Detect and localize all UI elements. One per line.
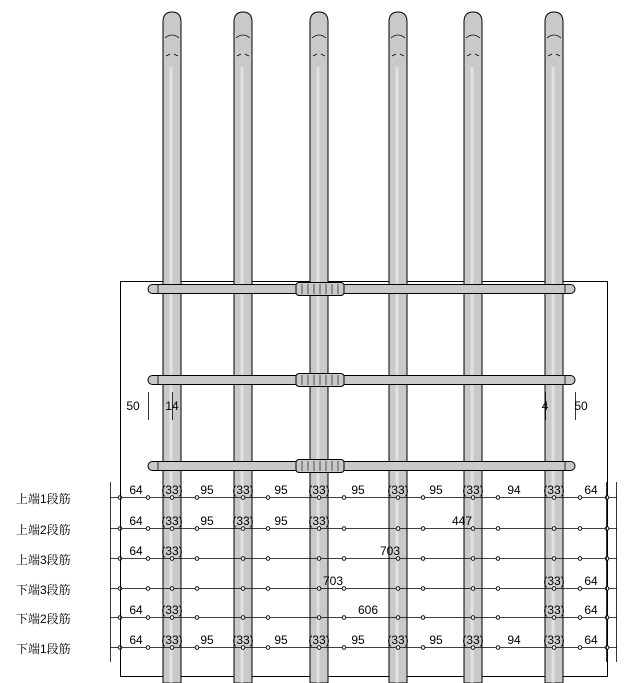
dim-r1-c10: (33) — [462, 483, 484, 497]
dim-r5-c5: 64 — [584, 603, 598, 617]
dim-r6-c11: 94 — [507, 633, 521, 647]
dimension-tick-4-6 — [266, 587, 270, 591]
dimension-tick-2-15 — [605, 527, 609, 531]
upper-bar-2-body — [148, 376, 575, 385]
dim-r6-c8: (33) — [387, 633, 409, 647]
dim-r5-c2: (33) — [161, 603, 183, 617]
dimension-tick-5-9 — [396, 616, 400, 620]
dim-r6-c1: 64 — [129, 633, 143, 647]
dim-r2-c1: 64 — [129, 514, 143, 528]
row-label-upper-2: 上端2段筋 — [16, 523, 71, 537]
dimension-tick-5-11 — [471, 616, 475, 620]
dim-r6-c10: (33) — [462, 633, 484, 647]
dim-r1-c3: 95 — [200, 483, 214, 497]
dim-r1-c4: (33) — [232, 483, 254, 497]
row-label-lower-2: 下端2段筋 — [16, 612, 71, 626]
dim-r2-c3: 95 — [200, 514, 214, 528]
upper-bar-2 — [148, 376, 575, 385]
dimension-tick-3-7 — [317, 557, 321, 561]
dimension-tick-4-2 — [146, 587, 150, 591]
dim-r6-c3: 95 — [200, 633, 214, 647]
dim-r3-c1: 64 — [129, 544, 143, 558]
dimension-tick-3-15 — [605, 557, 609, 561]
dim-r4-c1: 703 — [322, 574, 344, 588]
dim-r4-c3: 64 — [584, 574, 598, 588]
dim-r3-c2: (33) — [161, 544, 183, 558]
coupler-row3 — [296, 460, 344, 473]
row-label-lower-3: 下端3段筋 — [16, 583, 71, 597]
dimension-tick-2-13 — [552, 527, 556, 531]
dimension-tick-3-12 — [496, 557, 500, 561]
dim-r3-c3: 703 — [379, 544, 401, 558]
dim-r6-c6: (33) — [308, 633, 330, 647]
dimension-tick-4-10 — [421, 587, 425, 591]
dim-r6-c5: 95 — [274, 633, 288, 647]
dim-r1-c6: (33) — [308, 483, 330, 497]
dim-r6-c9: 95 — [429, 633, 443, 647]
dimension-tick-4-3 — [170, 587, 174, 591]
dim-r5-c4: (33) — [543, 603, 565, 617]
dimension-tick-2-9 — [396, 527, 400, 531]
dim-r5-c1: 64 — [129, 603, 143, 617]
dimension-tick-4-5 — [241, 587, 245, 591]
dimension-tick-4-11 — [471, 587, 475, 591]
dim-r6-c13: 64 — [584, 633, 598, 647]
row-label-upper-3: 上端3段筋 — [16, 553, 71, 567]
column-rebar-2 — [234, 12, 252, 683]
dim-r1-c2: (33) — [161, 483, 183, 497]
dim-r5-c3: 606 — [357, 603, 379, 617]
dimension-tick-3-5 — [241, 557, 245, 561]
edge-dim-right-4: 4 — [541, 399, 549, 413]
dim-r6-c2: (33) — [161, 633, 183, 647]
coupler-row1 — [296, 283, 344, 296]
column-rebar-4 — [389, 12, 407, 683]
dimension-tick-2-12 — [496, 527, 500, 531]
edge-dim-left-14: 14 — [165, 399, 179, 413]
dim-r2-c4: (33) — [232, 514, 254, 528]
dimension-tick-5-7 — [317, 616, 321, 620]
dimension-tick-2-10 — [421, 527, 425, 531]
dim-r1-c11: 94 — [507, 483, 521, 497]
column-rebar-1 — [163, 12, 181, 683]
row-label-lower-1: 下端1段筋 — [16, 642, 71, 656]
dimension-tick-4-9 — [396, 587, 400, 591]
dim-r6-c7: 95 — [351, 633, 365, 647]
upper-bar-1 — [148, 285, 575, 294]
dim-r1-c8: (33) — [387, 483, 409, 497]
dimension-tick-5-10 — [421, 616, 425, 620]
dim-r1-c1: 64 — [129, 483, 143, 497]
column-rebar-5 — [464, 12, 482, 683]
dim-r1-c7: 95 — [351, 483, 365, 497]
dimension-tick-3-14 — [578, 557, 582, 561]
edge-dim-left-50: 50 — [126, 399, 140, 413]
dim-r4-c2: (33) — [543, 574, 565, 588]
dim-r2-c7: 447 — [451, 514, 473, 528]
coupler-row2 — [296, 374, 344, 387]
dimension-tick-3-6 — [266, 557, 270, 561]
dimension-tick-4-1 — [118, 587, 122, 591]
dimension-tick-5-12 — [496, 616, 500, 620]
dim-r6-c4: (33) — [232, 633, 254, 647]
dimension-tick-5-6 — [266, 616, 270, 620]
dim-r6-c12: (33) — [543, 633, 565, 647]
dim-r2-c5: 95 — [274, 514, 288, 528]
dimension-tick-4-12 — [496, 587, 500, 591]
dimension-tick-4-4 — [195, 587, 199, 591]
dimension-tick-3-10 — [421, 557, 425, 561]
dim-r2-c2: (33) — [161, 514, 183, 528]
upper-bar-3-body — [148, 462, 575, 471]
edge-dim-right-50: 50 — [574, 399, 588, 413]
dim-r1-c5: 95 — [274, 483, 288, 497]
dimension-tick-3-13 — [552, 557, 556, 561]
dimension-tick-2-14 — [578, 527, 582, 531]
upper-bar-1-body — [148, 285, 575, 294]
dim-r2-c6: (33) — [308, 514, 330, 528]
dim-r1-c9: 95 — [429, 483, 443, 497]
dim-r1-c12: (33) — [543, 483, 565, 497]
dimension-tick-5-5 — [241, 616, 245, 620]
dim-r1-c13: 64 — [584, 483, 598, 497]
row-label-upper-1: 上端1段筋 — [16, 492, 71, 506]
dimension-tick-3-11 — [471, 557, 475, 561]
dimension-tick-3-8 — [342, 557, 346, 561]
upper-bar-3 — [148, 462, 575, 471]
